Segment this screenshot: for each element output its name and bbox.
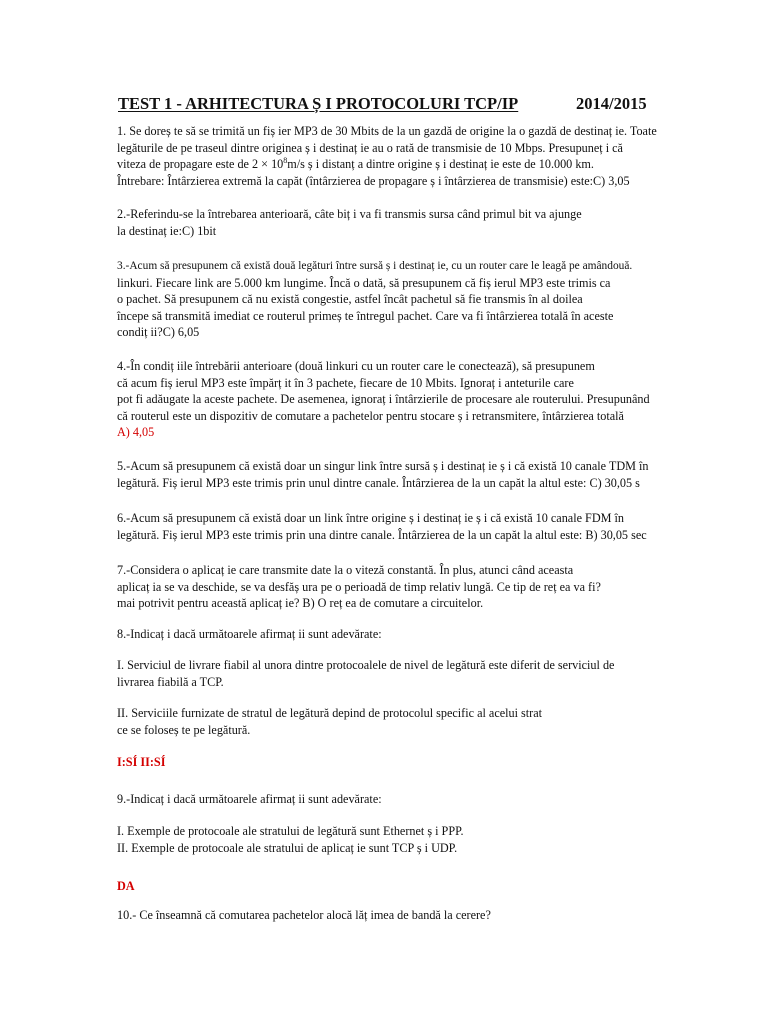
q8-statement-2 [117,705,657,738]
title-year: 2014/2015 [576,94,647,113]
q9-s-line-1: I. Exemple de protocoale ale stratului de legătură sunt Ethernet ș i PPP. [117,824,464,838]
q3-line-2: linkuri. Fiecare link are 5.000 km lungime. Încă o dată, să presupunem că fiș ierul MP3 este trimis ca [117,275,611,290]
q8-question: 8.-Indicaț i dacă următoarele afirmaț ii sunt adevărate: [117,627,382,641]
page-title [118,94,658,114]
q3-line-4: începe să transmită imediat ce routerul primeș te întregul pachet. Care va fi întârzierea totală în aceste [117,308,614,323]
q3-line-3: o pachet. Să presupunem că nu există congestie, astfel încât pachetul să fie transmis în al doilea [117,292,583,307]
q7-line-3: mai potrivit pentru această aplicaț ie? B) O reț ea de comutare a circuitelor. [117,596,484,611]
q6-line-2: legătură. Fiș ierul MP3 este trimis prin una dintre canale. Întârzierea de la un capăt la altul este: B) 30,05 sec [117,527,647,542]
question-6 [117,510,657,543]
title-main: TEST 1 - ARHITECTURA Ș I PROTOCOLURI TCP/IP [118,94,519,113]
q1-answer-line: Întrebare: Întârzierea extremă la capăt (întârzierea de propagare ș i întârzierea de transmisie) este:C) 3,05 [117,173,630,188]
question-5 [117,458,657,491]
q5-line-2: legătură. Fiș ierul MP3 este trimis prin unul dintre canale. Întârzierea de la un capăt la altul este: C) 30,05 s [117,475,640,490]
q1-speed-pre: viteza de propagare este de 2 × 10 [117,157,284,172]
q4-line-3: pot fi adăugate la aceste pachete. De asemenea, ignoraț i întârzierile de procesare ale routerului. Presupunând [117,392,650,407]
q9-statements [117,823,657,856]
q8-answer-block [117,754,657,771]
q4-line-4: că routerul este un dispozitiv de comutare a pachetelor pentru stocare ș i retransmitere, întârzierea totală [117,408,624,423]
q2-line-1: 2.-Referindu-se la întrebarea anterioară, câte biț i va fi transmis sursa când primul bit va ajunge [117,207,582,221]
q3-line-1: 3.-Acum să presupunem că există două legături între sursă ș i destinaț ie, cu un router care le leagă pe amândouă. [117,260,633,272]
q9-question: 9.-Indicaț i dacă următoarele afirmaț ii sunt adevărate: [117,792,382,806]
q8-s1-line-2: livrarea fiabilă a TCP. [117,674,224,689]
question-10 [117,907,657,924]
question-9 [117,791,657,808]
q2-line-2: la destinaț ie:C) 1bit [117,223,217,238]
q1-line-2: legăturile de pe traseul dintre originea ș i destinaț ie au o rată de transmisie de 10 Mbps. Presupuneț i că [117,140,623,155]
q8-answer: I:SÍ II:SÍ [117,755,166,769]
q10-question: 10.- Ce înseamnă că comutarea pachetelor alocă lăț imea de bandă la cerere? [117,908,491,922]
question-1 [117,123,657,189]
q7-line-2: aplicaț ia se va deschide, se va desfăș ura pe o perioadă de timp relativ lungă. Ce tip de reț ea va fi? [117,579,601,594]
question-3 [117,258,657,341]
q8-s2-line-2: ce se foloseș te pe legătură. [117,722,251,737]
q8-s2-line-1: II. Serviciile furnizate de stratul de legătură depind de protocolul specific al acelui strat [117,706,543,720]
q4-answer: A) 4,05 [117,425,155,440]
q9-answer-block [117,878,657,895]
q1-speed-post: m/s ș i distanț a dintre origine ș i destinaț ie este de 10.000 km. [287,157,594,172]
q4-line-2: că acum fiș ierul MP3 este împărț it în 3 pachete, fiecare de 10 Mbits. Ignoraț i anteturile care [117,375,574,390]
question-4 [117,358,657,441]
q3-line-5: condiț ii?C) 6,05 [117,325,200,340]
q5-line-1: 5.-Acum să presupunem că există doar un singur link între sursă ș i destinaț ie ș i că există 10 canale TDM în [117,459,649,473]
q6-line-1: 6.-Acum să presupunem că există doar un link între origine ș i destinaț ie ș i că există 10 canale FDM în [117,511,625,525]
question-8 [117,626,657,643]
question-7 [117,562,657,612]
question-2 [117,206,657,239]
q1-line-3 [117,156,657,173]
q9-answer: DA [117,879,135,893]
q8-statement-1 [117,657,657,690]
q1-speed-exponent: 8 [283,156,288,166]
q4-line-1: 4.-În condiț iile întrebării anterioare (două linkuri cu un router care le conectează), să presupunem [117,359,595,373]
q7-line-1: 7.-Considera o aplicaț ie care transmite date la o viteză constantă. În plus, atunci când aceasta [117,563,574,577]
q1-line-1: 1. Se doreș te să se trimită un fiș ier MP3 de 30 Mbits de la un gazdă de origine la o gazdă de destinaț ie. Toate [117,124,657,138]
q8-s1-line-1: I. Serviciul de livrare fiabil al unora dintre protocoalele de nivel de legătură este diferit de serviciul de [117,658,615,672]
q9-s-line-2: II. Exemple de protocoale ale stratului de aplicaț ie sunt TCP ș i UDP. [117,840,458,855]
